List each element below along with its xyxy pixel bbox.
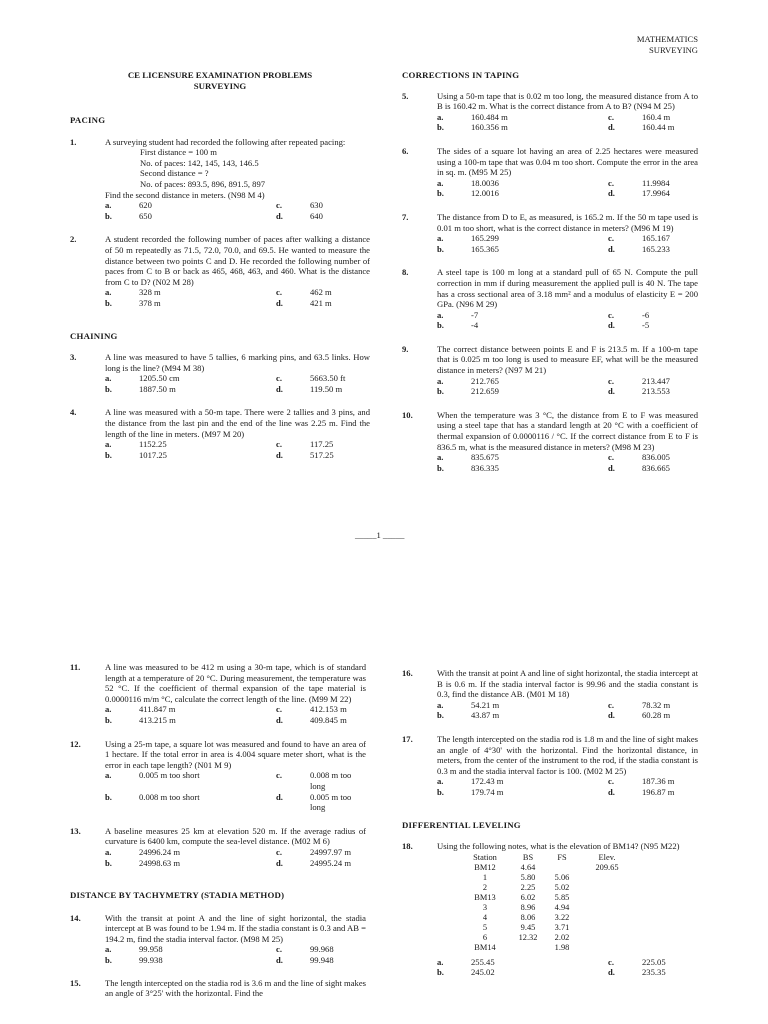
problem-number: 12.: [70, 738, 81, 749]
problem-3: [70, 352, 370, 394]
document-title: CE LICENSURE EXAMINATION PROBLEMS SURVEYING: [127, 70, 313, 91]
choice-b: 1017.25: [139, 449, 167, 460]
choice-d: 165.233: [642, 243, 670, 254]
choice-c: 117.25: [310, 439, 334, 450]
choice-c: 99.968: [310, 944, 334, 955]
choice-d: 99.948: [310, 955, 334, 966]
problem-number: 17.: [402, 733, 413, 744]
choices: a. 212.765 c. 213.447 b. 212.659 d. 213.553: [437, 376, 698, 397]
choice-b: 0.008 m too short: [139, 791, 200, 802]
problem-17: [402, 734, 698, 798]
problem-number: 3.: [70, 352, 77, 363]
section-heading-corrections: CORRECTIONS IN TAPING: [402, 70, 520, 80]
problem-text: A baseline measures 25 km at elevation 520 m. If the average radius of curvature is 6400 km, compute the sea-level distance. (M02 M 6): [105, 825, 366, 847]
choices: a. 835.675 c. 836.005 b. 836.335 d. 836.665: [437, 452, 698, 473]
choice-c: 24997.97 m: [310, 846, 352, 857]
choice-d: 213.553: [642, 386, 670, 397]
choice-b: 179.74 m: [471, 786, 504, 797]
problem-number: 11.: [70, 662, 81, 672]
choice-a: -7: [471, 309, 479, 320]
choice-a: 1152.25: [139, 439, 167, 450]
choices: a. 54.21 m c. 78.32 m b. 43.87 m d. 60.28 m: [437, 700, 698, 721]
choices: a. 165.299 c. 165.167 b. 165.365 d. 165.233: [437, 233, 698, 254]
problem-text: A line was measured to have 5 tallies, 6 marking pins, and 63.5 links. How long is the line? (M94 M 38): [105, 352, 370, 373]
choices: a. 620 c. 630 b. 650 d. 640: [105, 200, 370, 221]
problem-number: 7.: [402, 211, 409, 222]
table-row: 2 2.25 5.02: [482, 882, 570, 892]
problem-question: Find the second distance in meters. (N98 M 4): [105, 189, 265, 200]
problem-text: When the temperature was 3 °C, the distance from E to F was measured using a steel tape that has a standard length at 20 °C with a coefficient of thermal expansion of 0.0000116 / °C. If the correct distance from E to F is 836.5 m, what is the measured distance in meters? (M98 M 23): [437, 409, 698, 452]
col-header-station: Station: [473, 852, 497, 862]
problem-text: The length intercepted on the stadia rod is 3.6 m and the line of sight makes an angle of 3°25' with the horizontal. Find the: [105, 977, 366, 999]
problem-5: [402, 91, 698, 133]
choice-b: 160.356 m: [471, 122, 508, 133]
problem-number: 18.: [402, 841, 413, 852]
table-row: 4 8.06 3.22: [482, 912, 570, 922]
problem-6: [402, 146, 698, 199]
choice-a: 172.43 m: [471, 776, 504, 787]
choice-d: 17.9964: [642, 188, 670, 199]
choice-b: -4: [471, 320, 479, 331]
problem-number: 10.: [402, 409, 413, 420]
choice-b: 650: [139, 210, 152, 221]
choice-a: 255.45: [471, 956, 495, 967]
table-row: BM13 6.02 5.85: [474, 892, 570, 902]
choice-d: 640: [310, 210, 323, 221]
problem-4: [70, 407, 370, 460]
problem-18: [402, 841, 698, 978]
problem-number: 13.: [70, 825, 81, 836]
problem-text: Using a 25-m tape, a square lot was measured and found to have an area of 1 hectare. If the total error in area is 4.004 square meter short, what is the error in each tape length? (N01 M 9): [105, 738, 366, 770]
table-row: 5 9.45 3.71: [482, 922, 570, 932]
choice-a: 0.005 m too short: [139, 770, 200, 781]
right-column-bottom: [402, 668, 698, 978]
choice-d: 409.845 m: [310, 714, 347, 725]
problem-1: [70, 137, 370, 222]
choice-c: 165.167: [642, 233, 670, 244]
col-header-fs: FS: [557, 852, 567, 862]
section-heading-pacing: PACING: [70, 115, 106, 125]
choice-c: 462 m: [310, 287, 332, 298]
problem-10: [402, 410, 698, 474]
choice-b: 12.0016: [471, 188, 499, 199]
problem-12: [70, 739, 366, 813]
section-heading-stadia: DISTANCE BY TACHYMETRY (STADIA METHOD): [70, 890, 285, 901]
choice-c: 836.005: [642, 452, 670, 463]
problem-2: [70, 234, 370, 308]
problem-number: 2.: [70, 234, 77, 245]
problem-number: 9.: [402, 343, 409, 354]
choice-d: 160.44 m: [642, 122, 675, 133]
choices: a. -7 c. -6 b. -4 d. -5: [437, 310, 698, 331]
problem-number: 8.: [402, 267, 409, 278]
choice-d: 60.28 m: [642, 710, 671, 721]
choice-c: 160.4 m: [642, 111, 671, 122]
problem-8: [402, 267, 698, 331]
header-topic: SURVEYING: [649, 45, 698, 55]
choice-a: 212.765: [471, 375, 499, 386]
choice-b: 413.215 m: [139, 714, 176, 725]
choices: a. 328 m c. 462 m b. 378 m d. 421 m: [105, 287, 370, 308]
problem-number: 6.: [402, 145, 409, 156]
right-column-top: [402, 70, 698, 473]
choice-d: 836.665: [642, 462, 670, 473]
problem-text: With the transit at point A and line of sight horizontal, the stadia intercept at B is 0.6 m. If the stadia interval factor is 99.96 and the stadia constant is 0.3, find the distance AB. (M01 M 18): [437, 668, 698, 700]
choice-a: 1205.50 cm: [139, 373, 180, 384]
choice-b: 165.365: [471, 243, 499, 254]
choice-c: 213.447: [642, 375, 670, 386]
choice-c: -6: [642, 309, 650, 320]
choices: a. 1152.25 c. 117.25 b. 1017.25 d. 517.25: [105, 439, 370, 460]
problem-data-lines: First distance = 100 m No. of paces: 142, 145, 143, 146.5 Second distance = ? No. of paces: 893.5, 896, 891.5, 897: [140, 147, 266, 189]
choice-d: 119.50 m: [310, 383, 343, 394]
choice-c: 5663.50 ft: [310, 373, 346, 384]
section-heading-chaining: CHAINING: [70, 330, 118, 341]
problem-number: 16.: [402, 668, 413, 678]
left-column-top: [70, 70, 370, 460]
choice-b: 24998.63 m: [139, 857, 181, 868]
problem-11: [70, 662, 366, 726]
choice-a: 99.958: [139, 944, 163, 955]
choice-a: 620: [139, 200, 152, 211]
choice-a: 18.0036: [471, 177, 499, 188]
choices: a. 411.847 m c. 412.153 m b. 413.215 m d. 409.845 m: [105, 704, 366, 725]
choice-c: 225.05: [642, 956, 666, 967]
problem-number: 14.: [70, 912, 81, 923]
problem-text: A surveying student had recorded the following after repeated pacing:: [105, 136, 346, 147]
choices: a. 255.45 c. 225.05 b. 245.02 d. 235.35: [437, 957, 698, 978]
choices: a. 18.0036 c. 11.9984 b. 12.0016 d. 17.9964: [437, 178, 698, 199]
section-heading-leveling: DIFFERENTIAL LEVELING: [402, 819, 521, 830]
problem-text: The sides of a square lot having an area of 2.25 hectares were measured using a 100-m tape that was 0.04 m too short. Compute the error in the area in sq. m. (M95 M 25): [437, 145, 698, 178]
choice-b: 1887.50 m: [139, 383, 176, 394]
choices: a. 160.484 m c. 160.4 m b. 160.356 m d. 160.44 m: [437, 112, 698, 133]
choice-d: 235.35: [642, 967, 666, 978]
problem-text: A steel tape is 100 m long at a standard pull of 65 N. Compute the pull correction in mm if during measurement the applied pull is 40 N. The tape has a cross sectional area of 3.18 mm² and a modulus of elasticity E = 200 GPa. (N96 M 29): [437, 267, 698, 310]
choice-b: 43.87 m: [471, 710, 500, 721]
choice-b: 99.938: [139, 955, 163, 966]
choices: a. 1205.50 cm c. 5663.50 ft b. 1887.50 m d. 119.50 m: [105, 373, 370, 394]
problem-text: A line was measured to be 412 m using a 30-m tape, which is of standard length at a temperature of 20 °C. During measurement, the temperature was 52 °C. If the coefficient of thermal expansion of the tape material is 0.0000116 m/m °C, calculate the correct length of the line. (M99 M 22): [105, 662, 366, 704]
table-row: BM14 1.98: [474, 942, 570, 952]
choice-c: 630: [310, 200, 323, 211]
problem-text: Using a 50-m tape that is 0.02 m too long, the measured distance from A to B is 160.42 m. What is the correct distance from A to B? (N94 M 25): [437, 90, 698, 112]
problem-text: The length intercepted on the stadia rod is 1.8 m and the line of sight makes an angle of 4°30' with the horizontal. Find the horizontal distance, in meters, from the center of the instrument to the rod, if the stadia constant is 0.3 m and the stadia interval factor is 100. (M02 M 25): [437, 733, 698, 776]
choice-d: -5: [642, 320, 650, 331]
problem-number: 4.: [70, 407, 77, 418]
choice-d: 517.25: [310, 449, 334, 460]
problem-number: 1.: [70, 136, 77, 147]
choice-c: 78.32 m: [642, 699, 671, 710]
leveling-notes-table: [462, 853, 638, 953]
choice-b: 212.659: [471, 386, 499, 397]
problem-number: 15.: [70, 977, 81, 988]
left-column-bottom: [70, 662, 366, 999]
problem-14: [70, 913, 366, 966]
choices: a. 172.43 m c. 187.36 m b. 179.74 m d. 196.87 m: [437, 776, 698, 797]
choice-a: 24996.24 m: [139, 846, 181, 857]
problem-text: A student recorded the following number of paces after walking a distance of 50 m repeatedly as 71.5, 72.0, 70.0, and 69.5. He wanted to measure the distance between two points C and D. He recorded the following number of paces from C to B or back as 465, 468, 463, and 460. What is the distance from C to D? (N02 M 28): [105, 234, 370, 287]
table-row: BM12 4.64 209.65: [474, 862, 619, 872]
problem-text: A line was measured with a 50-m tape. There were 2 tallies and 3 pins, and the distance from the last pin and the end of the line was 2.25 m. Find the length of the line in meters. (M97 M 20): [105, 407, 370, 439]
problem-text: The distance from D to E, as measured, is 165.2 m. If the 50 m tape used is 0.01 m too short, what is the correct distance in meters? (M96 M 19): [437, 211, 698, 233]
choice-a: 411.847 m: [139, 704, 176, 715]
problem-text: The correct distance between points E and F is 213.5 m. If a 100-m tape that is 0.025 m too long is used to measure EF, what will be the measured distance in meters? (N97 M 21): [437, 343, 698, 376]
header-subject: MATHEMATICS: [636, 34, 698, 44]
table-row: 3 8.96 4.94: [482, 902, 570, 912]
problem-9: [402, 344, 698, 397]
table-header-row: [462, 853, 638, 863]
problem-text: With the transit at point A and the line of sight horizontal, the stadia intercept at B was found to be 1.94 m. If the stadia constant is 0.3 and AB = 194.2 m, find the stadia interval factor. (M98 M 25): [105, 912, 366, 944]
choice-d: 0.005 m too long: [310, 791, 352, 813]
choice-c: 187.36 m: [642, 776, 675, 787]
choice-a: 328 m: [139, 287, 161, 298]
col-header-bs: BS: [522, 852, 534, 862]
problem-7: [402, 212, 698, 254]
table-row: 6 12.32 2.02: [482, 932, 570, 942]
choices: a. 0.005 m too short c. 0.008 m too long b. 0.008 m too short d. 0.005 m too long: [105, 770, 366, 812]
choices: a. 24996.24 m c. 24997.97 m b. 24998.63 m d. 24995.24 m: [105, 847, 366, 868]
choice-d: 421 m: [310, 297, 332, 308]
page-number: _____1 _____: [355, 530, 405, 540]
problem-15: [70, 978, 366, 999]
choice-a: 835.675: [471, 452, 499, 463]
problem-16: [402, 668, 698, 721]
choice-d: 196.87 m: [642, 786, 675, 797]
problem-text: Using the following notes, what is the elevation of BM14? (N95 M22): [437, 841, 680, 852]
choice-a: 160.484 m: [471, 111, 508, 122]
choice-b: 245.02: [471, 967, 495, 978]
choice-b: 378 m: [139, 297, 161, 308]
choice-a: 165.299: [471, 233, 499, 244]
choice-c: 0.008 m too long: [310, 770, 352, 791]
document-header: [637, 34, 698, 56]
choices: a. 99.958 c. 99.968 b. 99.938 d. 99.948: [105, 944, 366, 965]
col-header-elev: Elev.: [598, 852, 616, 862]
table-row: 1 5.80 5.06: [482, 872, 570, 882]
choice-c: 412.153 m: [310, 704, 347, 715]
choice-d: 24995.24 m: [310, 857, 352, 868]
choice-b: 836.335: [471, 462, 499, 473]
choice-a: 54.21 m: [471, 699, 500, 710]
choice-c: 11.9984: [642, 177, 670, 188]
problem-number: 5.: [402, 90, 409, 101]
problem-13: [70, 826, 366, 868]
